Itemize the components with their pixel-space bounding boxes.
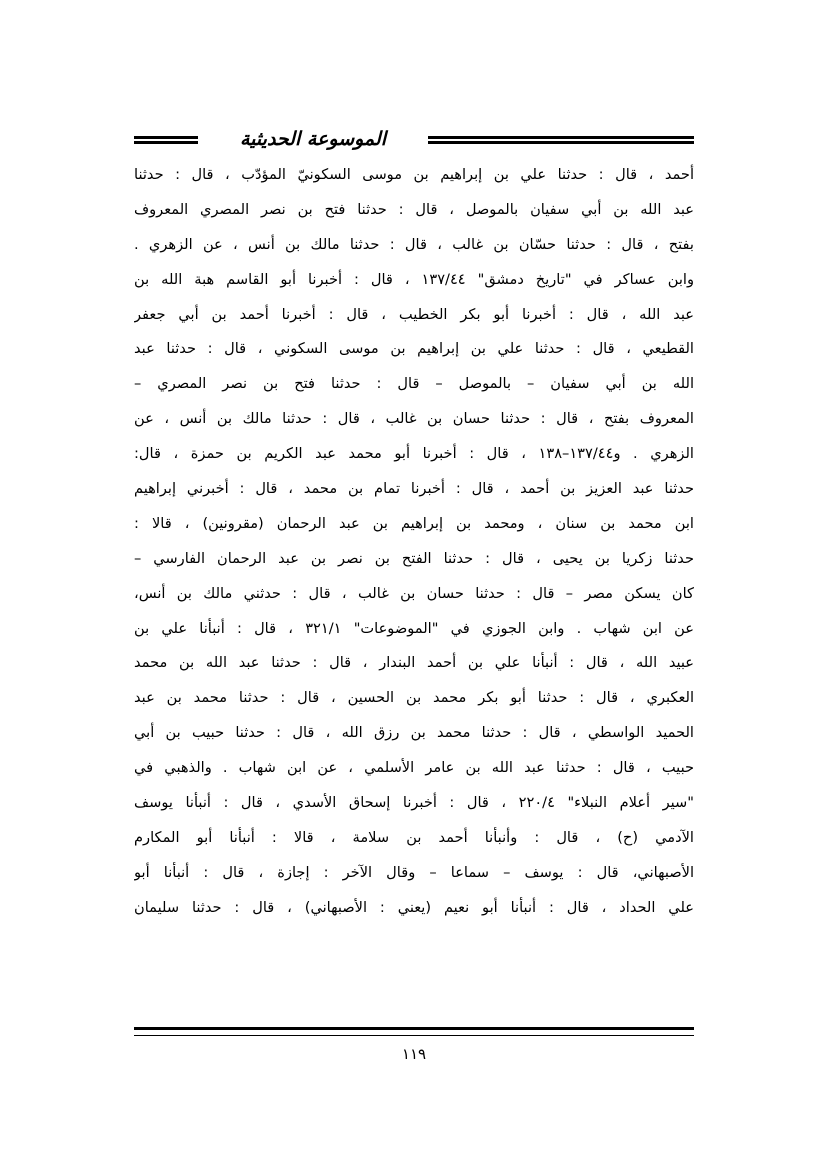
header-rule-right [428, 136, 694, 144]
text-line: أحمد ، قال : حدثنا علي بن إبراهيم بن موسى السكونيّ المؤدّب ، قال : حدثنا [134, 166, 694, 183]
text-line: المعروف بفتح ، قال : حدثنا حسان بن غالب ، قال : حدثنا مالك بن أنس ، عن [134, 410, 694, 428]
text-line: العكبري ، قال : حدثنا أبو بكر محمد بن الحسين ، قال : حدثنا محمد بن عبد [134, 689, 694, 707]
text-line: "سير أعلام النبلاء" ٢٢٠/٤ ، قال : أخبرنا إسحاق الأسدي ، قال : أنبأنا يوسف [134, 794, 694, 812]
text-line: الأصبهاني، قال : يوسف – سماعا – وقال الآخر : إجازة ، قال : أنبأنا أبو [134, 863, 694, 881]
text-line: الآدمي (ح) ، قال : وأنبأنا أحمد بن سلامة ، قالا : أنبأنا أبو المكارم [134, 828, 694, 846]
text-line: الزهري . و١٣٧/٤٤–١٣٨ ، قال : أخبرنا أبو محمد عبد الكريم بن حمزة ، قال: [134, 445, 694, 463]
header-rule-left [134, 136, 198, 144]
text-line: ابن محمد بن سنان ، ومحمد بن إبراهيم بن عبد الرحمان (مقرونين) ، قالا : [134, 514, 694, 532]
text-line: حدثنا زكريا بن يحيى ، قال : حدثنا الفتح بن نصر بن عبد الرحمان الفارسي – [134, 549, 694, 567]
page-number: ١١٩ [401, 1045, 427, 1063]
text-line: علي الحداد ، قال : أنبأنا أبو نعيم (يعني : الأصبهاني) ، قال : حدثنا سليمان [134, 898, 694, 916]
text-line: بفتح ، قال : حدثنا حسّان بن غالب ، قال : حدثنا مالك بن أنس ، عن الزهري . [134, 235, 694, 253]
page-title: الموسوعة الحديثية [240, 128, 386, 150]
text-line: عبيد الله ، قال : أنبأنا علي بن أحمد البندار ، قال : حدثنا عبد الله بن محمد [134, 654, 694, 672]
text-line: عبد الله بن أبي سفيان بالموصل ، قال : حدثنا فتح بن نصر المصري المعروف [134, 200, 694, 218]
text-line: عبد الله ، قال : أخبرنا أبو بكر الخطيب ، قال : أخبرنا أحمد بن أبي جعفر [134, 305, 694, 323]
body-text [134, 158, 694, 926]
text-line: عن ابن شهاب . وابن الجوزي في "الموضوعات" ٣٢١/١ ، قال : أنبأنا علي بن [134, 619, 694, 637]
text-line: الحميد الواسطي ، قال : حدثنا محمد بن رزق الله ، قال : حدثنا حبيب بن أبي [134, 724, 694, 742]
text-line: القطيعي ، قال : حدثنا علي بن إبراهيم بن موسى السكوني ، قال : حدثنا عبد [134, 340, 694, 358]
text-line: حدثنا عبد العزيز بن أحمد ، قال : أخبرنا تمام بن محمد ، قال : أخبرني إبراهيم [134, 480, 694, 498]
footer-rule [134, 1027, 694, 1036]
text-line: كان يسكن مصر – قال : حدثنا حسان بن غالب ، قال : حدثني مالك بن أنس، [134, 584, 694, 602]
text-line: الله بن أبي سفيان – بالموصل – قال : حدثنا فتح بن نصر المصري – [134, 375, 694, 393]
text-line: وابن عساكر في "تاريخ دمشق" ١٣٧/٤٤ ، قال : أخبرنا أبو القاسم هبة الله بن [134, 270, 694, 288]
running-header [134, 124, 694, 154]
text-line: حبيب ، قال : حدثنا عبد الله بن عامر الأسلمي ، عن ابن شهاب . والذهبي في [134, 759, 694, 777]
